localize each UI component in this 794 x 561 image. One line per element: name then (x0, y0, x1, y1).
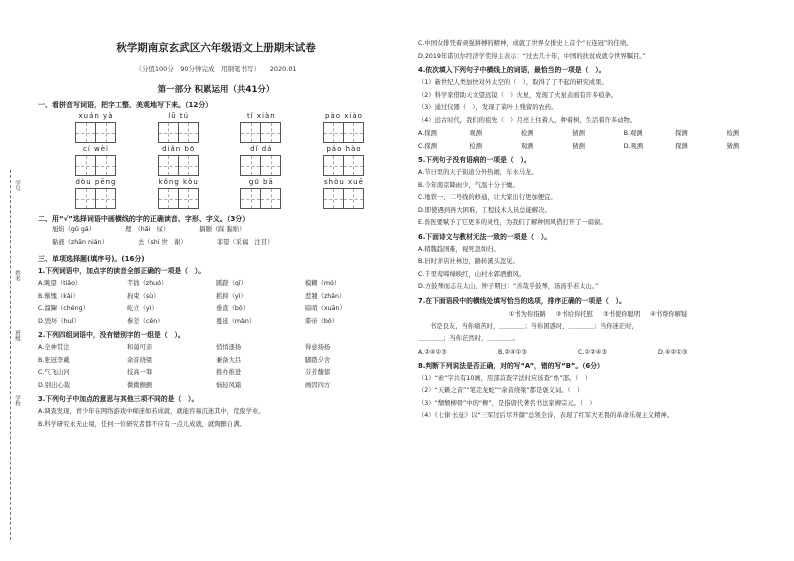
option[interactable]: B.观测 (623, 130, 643, 137)
pinyin-item (66, 112, 126, 143)
pinyin-text: cí wèi (83, 145, 109, 153)
section2-heading: 二、用“√”选择词语中画横线的字的正确读音、字形、字义。（3分） (38, 215, 250, 223)
pinyin-item (66, 178, 126, 209)
option: 猜测 (572, 143, 585, 150)
write-boxes[interactable] (149, 122, 209, 143)
pinyin-item (66, 145, 126, 176)
write-boxes[interactable] (231, 188, 291, 209)
q7-item: ③书使你聪明 (603, 310, 641, 318)
q6-option[interactable]: C.千里莺啼绿映红，山村水郭酒旗风。 (418, 270, 526, 278)
pinyin-grid (38, 112, 394, 209)
q8-statement: （3）“颓颓柳骨”中的“柳”，是指唐代著名书法家柳宗元。（ ） (418, 399, 596, 407)
option: 脚踏夕舍 (305, 356, 331, 364)
option: 检测 (520, 130, 534, 137)
part-heading: 第一部分 积累运用（共41分） (157, 85, 275, 95)
write-box[interactable] (343, 188, 364, 209)
pinyin-text: pào xiào (325, 112, 363, 120)
q3-option-b[interactable]: B.科学研究永无止境，任何一位研究者都不应有一点儿成就，就陶醉自满。 (38, 420, 246, 428)
pinyin-text: xuán yà (78, 112, 114, 120)
right-column (418, 38, 778, 423)
write-box[interactable] (240, 155, 261, 176)
pinyin-row (38, 145, 394, 176)
q4-sentence: （4）远古时代，我们的祖先（ ）月亮上住着人，种着树，生活着许多动物。 (418, 116, 637, 124)
q7-item: ①书为你指路 (508, 310, 546, 318)
option[interactable]: A.探测 (418, 130, 437, 137)
pinyin-item (231, 112, 291, 143)
q7-items (418, 308, 778, 321)
option[interactable]: D.毁坏（huǐ） (38, 317, 80, 325)
option: 得意扬扬 (305, 344, 331, 351)
pinyin-text: gū bā (248, 178, 274, 186)
q7-text2: ＿＿＿＿；当你茫然时，＿＿＿＿。 (418, 335, 519, 342)
option[interactable]: C.①②④③ (578, 348, 607, 356)
q3-option-d[interactable]: D.2019年诺贝尔经济学奖得主表示：“过去几十年，中国的扶贫成就令世界瞩目。” (418, 52, 646, 60)
option: 芬芳馥郁 (305, 369, 331, 376)
write-box[interactable] (323, 155, 344, 176)
q7-stem: 7.在下面语段中的横线处填写恰当的选项，排序正确的一项是（ ）。 (418, 296, 626, 305)
write-box[interactable] (260, 188, 281, 209)
write-box[interactable] (95, 155, 116, 176)
write-box[interactable] (178, 188, 199, 209)
option: 和蔼可亲 (127, 344, 153, 351)
q7-item: ④书帮你解疑 (650, 310, 688, 318)
option: 悄悄逐扬 (216, 344, 242, 351)
section2-item[interactable]: 黏液（zhān nián） (52, 238, 108, 246)
write-box[interactable] (240, 122, 261, 143)
write-box[interactable] (75, 122, 96, 143)
write-box[interactable] (260, 122, 281, 143)
option: 观测 (469, 130, 483, 137)
write-boxes[interactable] (314, 188, 374, 209)
write-box[interactable] (343, 122, 364, 143)
pinyin-item (149, 145, 209, 176)
left-column (38, 0, 394, 431)
q5-option[interactable]: B.今年南京降雨少，气温十分干燥。 (418, 181, 519, 189)
option: 猜测 (572, 130, 585, 137)
pinyin-item (149, 112, 209, 143)
option[interactable]: B.张冠李戴 (38, 356, 70, 364)
option[interactable]: B.②④①③ (498, 348, 527, 356)
q2-stem: 2.下列四组词语中，没有错别字的一组是（ ）。 (38, 331, 185, 339)
q5-option[interactable]: D.即使遇到再大困难，工程技术人员总能解决。 (418, 206, 551, 214)
write-box[interactable] (158, 155, 179, 176)
q2-option-row (38, 380, 394, 393)
q7-options (418, 346, 778, 359)
q5-option[interactable]: E.兽医要赋予了它更多的灵性，为我们了解种国风借打开了一扇窗。 (418, 219, 607, 226)
pinyin-item (231, 145, 291, 176)
write-boxes[interactable] (231, 155, 291, 176)
q4-sentence: （1）新世纪人类加快对外太空的（ ），取得了了不起的研究成果。 (418, 79, 608, 86)
q4-stem: 4.依次填入下列句子中横线上的词语，最恰当的一项是（ ）。 (418, 66, 606, 74)
write-box[interactable] (178, 155, 199, 176)
option: 蹊跷（qī） (216, 280, 247, 287)
option: 暗哨（xuān） (305, 305, 346, 312)
q4-sentence: （3）通过仪器（ ），发现了菜叶上残留的农药。 (418, 104, 558, 111)
page-subtitle: （分值100分 90分钟完成 用钢笔书写） 2020.01 (135, 65, 297, 73)
option: 蔓延（màn） (216, 317, 256, 325)
q6-stem: 6.下面诗文与教材无法一致的一项是（ ）。 (418, 232, 552, 241)
pinyin-item (231, 178, 291, 209)
option[interactable]: C.探测 (418, 143, 437, 150)
section2-line1 (38, 224, 394, 237)
write-boxes[interactable] (149, 155, 209, 176)
side-label-id: 学号 (14, 180, 20, 191)
option[interactable]: A.②④①③ (418, 348, 447, 356)
pinyin-item (149, 178, 209, 209)
section3-heading: 三、单项选择题(填序号)。(16分) (38, 255, 145, 263)
section2-item[interactable]: 去（shí 世 谢） (137, 238, 187, 246)
q5-option[interactable]: C.地铁一、二号线的修通，让大家出行更加便宜。 (418, 194, 557, 201)
option: 技高一筹 (127, 369, 153, 376)
page-title: 秋学期南京玄武区六年级语文上册期末试卷 (116, 42, 316, 54)
option: 芊拙（zhuó） (127, 280, 168, 287)
q2-option-row (38, 367, 394, 380)
pinyin-row (38, 178, 394, 209)
write-boxes[interactable] (314, 155, 374, 176)
q1-stem: 1.下列词语中，加点字的读音全部正确的一项是（ ）。 (38, 267, 206, 275)
write-box[interactable] (260, 155, 281, 176)
write-box[interactable] (343, 155, 364, 176)
section2-item[interactable]: 旭焰（gǔ gā） (52, 226, 96, 233)
option: 推办推进 (216, 369, 242, 376)
q6-option[interactable]: D.方鼓琴而志在太山，钟子期曰：“善哉乎鼓琴，汤汤乎若太山。” (418, 283, 599, 290)
option[interactable]: C.气飞山河 (38, 369, 70, 376)
write-box[interactable] (240, 188, 261, 209)
q8-statement: （4）《七律·长征》以“三军过后尽开颜”总领全诗，表现了红军大无畏的革命乐观主义精神。 (418, 412, 673, 419)
write-box[interactable] (75, 155, 96, 176)
write-box[interactable] (323, 122, 344, 143)
pinyin-text: kǒng kǒu (158, 178, 199, 186)
write-box[interactable] (95, 188, 116, 209)
q1-option-row (38, 303, 394, 316)
write-box[interactable] (158, 188, 179, 209)
pinyin-row (38, 112, 394, 143)
side-label-school: 学校 (14, 395, 20, 406)
option: 惹翘（zhān） (305, 292, 346, 300)
option: 屹立（yì） (127, 305, 158, 312)
section2-item[interactable]: 理 （hǎi 尿） (125, 226, 170, 233)
section2-line2 (38, 237, 394, 250)
q2-option-row (38, 342, 394, 355)
write-boxes[interactable] (66, 155, 126, 176)
write-box[interactable] (178, 122, 199, 143)
write-box[interactable] (158, 122, 179, 143)
option: 滞帝（bō） (305, 317, 339, 325)
binding-strip (10, 170, 21, 540)
q5-option[interactable]: A.节日里的天子街道分外热闹，车水马龙。 (418, 169, 538, 176)
write-box[interactable] (323, 188, 344, 209)
section2-item[interactable]: 搞颐（踩 黏贴） (199, 226, 246, 233)
option: 探测 (675, 143, 688, 150)
q3-stem: 3.下列句子中加点的意思与其他三项不同的是（ ）。 (38, 395, 199, 403)
pinyin-text: lǚ tú (168, 112, 190, 120)
option: 画因四方 (305, 381, 331, 389)
pinyin-text: dòu pēng (75, 178, 117, 186)
q8-statement: （1）“索”字共有10画，用部首查字法时应该查“糸”部。（ ） (418, 374, 592, 382)
option: 检测 (726, 130, 740, 137)
option[interactable]: D.④②①③ (658, 348, 688, 356)
write-boxes[interactable] (149, 188, 209, 209)
option: 检测 (469, 143, 483, 150)
pinyin-text: tǐ xiàn (246, 112, 276, 120)
pinyin-text: diǎn bō (162, 145, 196, 153)
option[interactable]: A.全神贯注 (38, 344, 70, 351)
option[interactable]: B.惭愧（kǎi） (38, 292, 79, 300)
pinyin-item (314, 145, 374, 176)
option: 抓抑（yì） (216, 292, 247, 300)
q1-option-row (38, 278, 394, 291)
q7-item: ②书给你托慰 (555, 310, 593, 318)
side-label-name: 姓名 (14, 270, 20, 281)
pinyin-text: páo hào (326, 145, 362, 153)
pinyin-text: shòu xuē (324, 178, 364, 186)
q6-option[interactable]: A.稍魏趋国难，视死忽如归。 (418, 245, 500, 253)
q4-options-row (418, 127, 778, 140)
option: 恼轻风霜 (216, 381, 242, 389)
q5-stem: 5.下列句子没有语病的一项是（ ）。 (418, 156, 531, 164)
q4-sentence: （2）科学家借助天文望远镜（ ）火星，发现了火星表面有许多痕条。 (418, 91, 618, 99)
section2-item[interactable]: 菲望（采福 注目） (216, 238, 274, 246)
option[interactable]: D.观测 (623, 143, 644, 150)
q4-options-row (418, 140, 778, 153)
option: 兼备大吕 (216, 356, 242, 364)
side-label-class: 班级 (14, 330, 20, 341)
option: 垂直（bó） (216, 305, 250, 312)
q8-stem: 8.判断下列说法是否正确，对的写“A”，错的写“B”。（6分） (418, 361, 604, 370)
option: 拘束（sù） (127, 292, 160, 300)
write-box[interactable] (75, 188, 96, 209)
q3-option-c[interactable]: C.中国女排凭着顽强拼搏的精神，成就了世界女排史上首个“五连冠”的佳绩。 (418, 40, 633, 47)
write-boxes[interactable] (66, 188, 126, 209)
option[interactable]: D.别出心裁 (38, 381, 71, 389)
q1-option-row (38, 316, 394, 329)
pinyin-item (314, 178, 374, 209)
option: 微微颤颤 (127, 381, 153, 389)
q8-statement: （2）“天籁之音”“笔走龙蛇”“余音绕梁”都是褒义词。（ ） (418, 387, 584, 394)
q6-option[interactable]: B.旧时茅店社林边，路转溪头忽见。 (418, 258, 519, 265)
q7-text: 书是良友，当你痛苦时，＿＿＿＿；当你困惑时，＿＿＿＿；当你迷茫时， (430, 322, 638, 330)
option[interactable]: A.眺望（tiǎo） (38, 280, 82, 287)
option: 模糊（mó） (305, 280, 341, 287)
option[interactable]: C.溜蹿（chéng） (38, 305, 89, 312)
option: 余音绕梁 (127, 356, 153, 364)
pinyin-item (314, 112, 374, 143)
option: 参差（cēn） (127, 317, 164, 325)
write-boxes[interactable] (314, 122, 374, 143)
write-boxes[interactable] (231, 122, 291, 143)
option: 猜测 (726, 143, 740, 150)
q2-option-row (38, 355, 394, 368)
option: 观测 (520, 143, 534, 150)
option: 探测 (675, 130, 688, 137)
pinyin-text: dǐ dá (250, 145, 273, 153)
section1-heading: 一、看拼音写词语，把字工整、美观地写下来。（12分） (38, 101, 213, 109)
write-box[interactable] (95, 122, 116, 143)
q3-option-a[interactable]: A.调查发现，青少年在网络游戏中痴迷如若成就，就能容易沉迷其中，荒废学业。 (38, 408, 265, 415)
q1-option-row (38, 291, 394, 304)
write-boxes[interactable] (66, 122, 126, 143)
